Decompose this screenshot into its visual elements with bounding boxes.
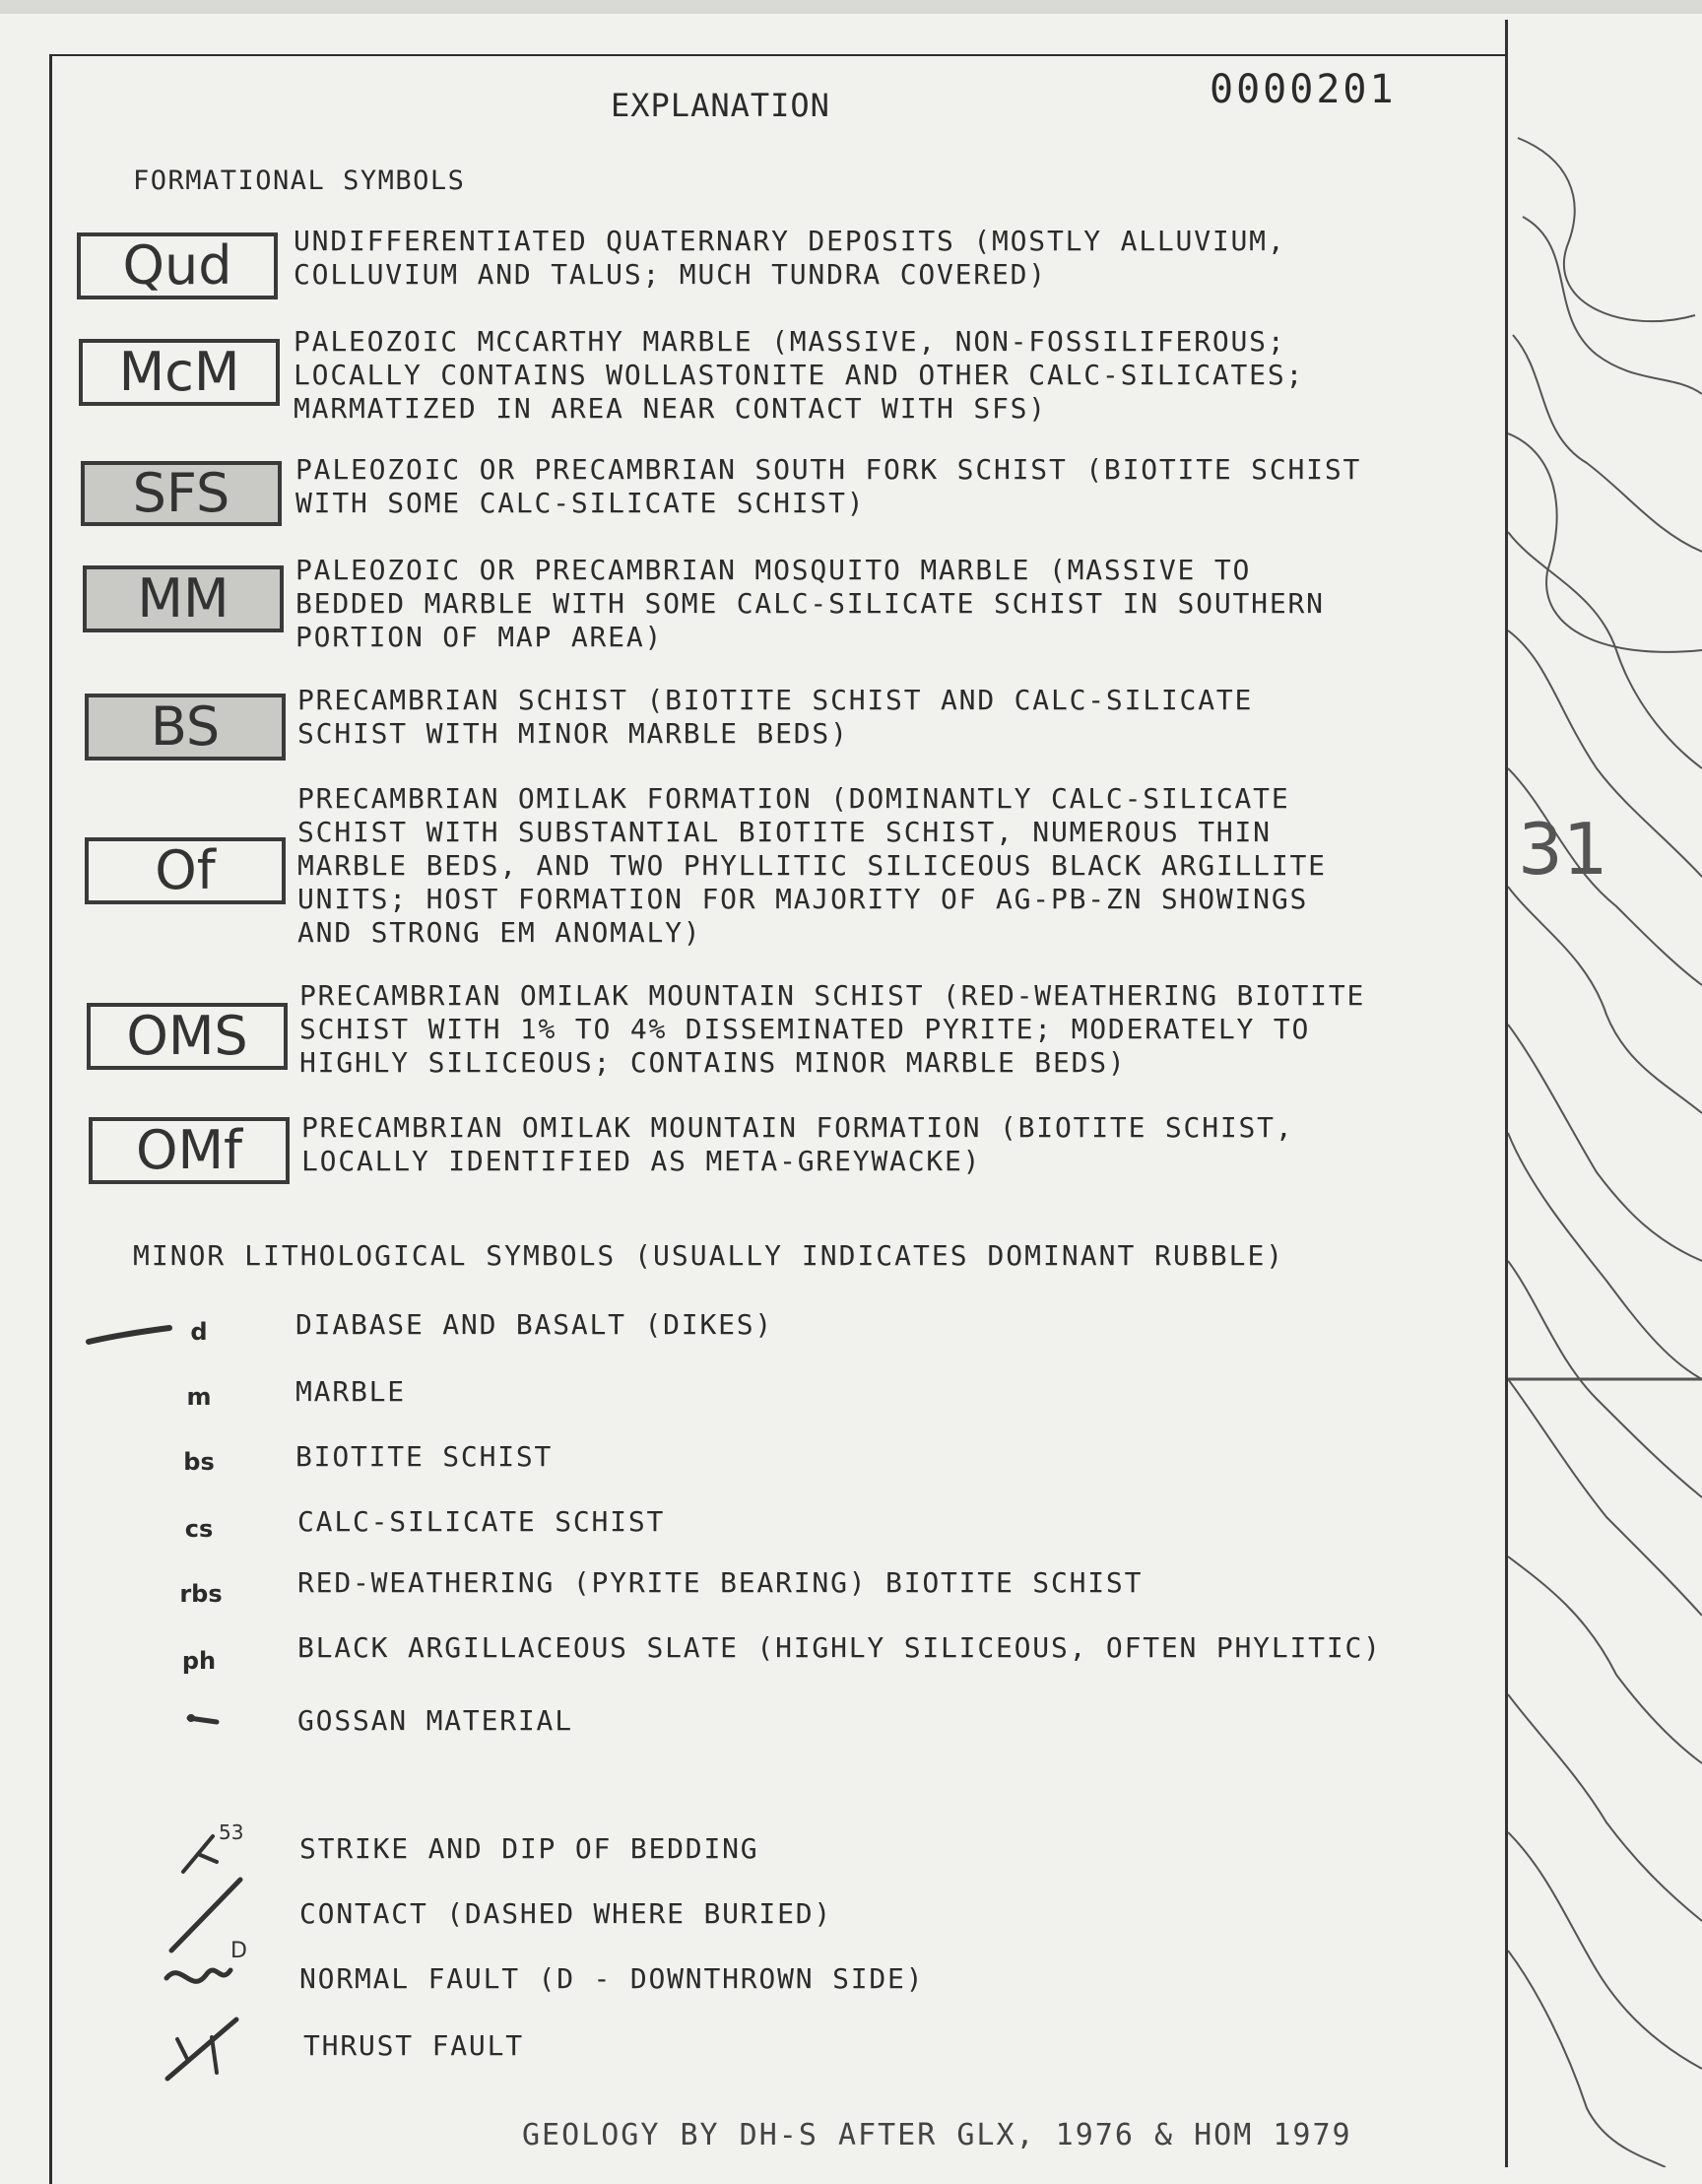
unit-box-mm: MM — [83, 565, 284, 632]
minor-description-bs: BIOTITE SCHIST — [295, 1440, 554, 1473]
structure-description-strike-dip: STRIKE AND DIP OF BEDDING — [299, 1832, 759, 1865]
unit-description-oms: PRECAMBRIAN OMILAK MOUNTAIN SCHIST (RED-WEATHERING BIOTITE SCHIST WITH 1% TO 4% DISSEMINATED PYRITE; MODERATELY TO HIGHLY SILICEOUS; CONTAINS MINOR MARBLE BEDS) — [299, 979, 1366, 1079]
unit-description-mcm: PALEOZOIC MCCARTHY MARBLE (MASSIVE, NON-FOSSILIFEROUS; LOCALLY CONTAINS WOLLASTONITE AND OTHER CALC-SILICATES; MARMATIZED IN AREA NEAR CONTACT WITH SFS) — [294, 325, 1305, 425]
unit-box-mcm: McM — [79, 339, 280, 406]
minor-description-ph: BLACK ARGILLACEOUS SLATE (HIGHLY SILICEOUS, OFTEN PHYLITIC) — [297, 1631, 1382, 1664]
unit-box-sfs: SFS — [81, 461, 282, 526]
fault-side-label: D — [230, 1939, 247, 1963]
minor-description-gossan: GOSSAN MATERIAL — [297, 1704, 573, 1737]
unit-description-omf: PRECAMBRIAN OMILAK MOUNTAIN FORMATION (BIOTITE SCHIST, LOCALLY IDENTIFIED AS META-GREYWACKE) — [301, 1111, 1294, 1177]
thrust-fault-icon — [158, 2010, 256, 2088]
structure-description-thrust-fault: THRUST FAULT — [303, 2029, 524, 2062]
minor-description-d: DIABASE AND BASALT (DIKES) — [295, 1308, 774, 1341]
unit-box-qud: Qud — [77, 232, 278, 299]
minor-symbol-m: m — [186, 1383, 212, 1411]
structure-description-normal-fault: NORMAL FAULT (D - DOWNTHROWN SIDE) — [299, 1962, 925, 1995]
page-title: EXPLANATION — [611, 87, 830, 124]
map-contour-label: 31 — [1518, 808, 1608, 891]
unit-box-oms: OMS — [87, 1003, 288, 1070]
unit-description-bs: PRECAMBRIAN SCHIST (BIOTITE SCHIST AND CALC-SILICATE SCHIST WITH MINOR MARBLE BEDS) — [297, 684, 1254, 750]
minor-symbol-bs: bs — [183, 1448, 215, 1476]
gossan-icon — [183, 1710, 223, 1730]
unit-description-mm: PALEOZOIC OR PRECAMBRIAN MOSQUITO MARBLE (MASSIVE TO BEDDED MARBLE WITH SOME CALC-SILICATE SCHIST IN SOUTHERN PORTION OF MAP AREA) — [295, 554, 1325, 653]
page-edge — [0, 0, 1702, 14]
unit-description-of: PRECAMBRIAN OMILAK FORMATION (DOMINANTLY CALC-SILICATE SCHIST WITH SUBSTANTIAL BIOTITE SCHIST, NUMEROUS THIN MARBLE BEDS, AND TWO PHYLLITIC SILICEOUS BLACK ARGILLITE UNITS; HOST FORMATION FOR MAJORITY OF AG-PB-ZN SHOWINGS AND STRONG EM ANOMALY) — [297, 782, 1327, 949]
map-fragment — [1508, 20, 1702, 2167]
minor-description-cs: CALC-SILICATE SCHIST — [297, 1505, 666, 1538]
minor-symbol-d: d — [190, 1318, 208, 1346]
contour-lines — [1508, 20, 1702, 2167]
geology-credit: GEOLOGY BY DH-S AFTER GLX, 1976 & HOM 1979 — [522, 2118, 1352, 2152]
unit-box-bs: BS — [85, 694, 286, 761]
minor-symbol-ph: ph — [181, 1647, 217, 1675]
structure-description-contact: CONTACT (DASHED WHERE BURIED) — [299, 1897, 833, 1930]
unit-box-of: Of — [85, 837, 286, 904]
document-number: 0000201 — [1210, 67, 1397, 112]
dip-value: 53 — [219, 1820, 244, 1844]
unit-box-omf: OMf — [89, 1117, 290, 1184]
minor-description-m: MARBLE — [295, 1375, 406, 1408]
formational-heading: FORMATIONAL SYMBOLS — [133, 165, 466, 196]
unit-description-qud: UNDIFFERENTIATED QUATERNARY DEPOSITS (MOSTLY ALLUVIUM, COLLUVIUM AND TALUS; MUCH TUNDRA COVERED) — [294, 225, 1286, 291]
minor-heading: MINOR LITHOLOGICAL SYMBOLS (USUALLY INDICATES DOMINANT RUBBLE) — [133, 1239, 1285, 1272]
unit-description-sfs: PALEOZOIC OR PRECAMBRIAN SOUTH FORK SCHIST (BIOTITE SCHIST WITH SOME CALC-SILICATE SCHIST) — [295, 453, 1362, 519]
minor-description-rbs: RED-WEATHERING (PYRITE BEARING) BIOTITE SCHIST — [297, 1566, 1144, 1599]
minor-symbol-rbs: rbs — [179, 1580, 223, 1608]
minor-symbol-cs: cs — [184, 1515, 214, 1543]
